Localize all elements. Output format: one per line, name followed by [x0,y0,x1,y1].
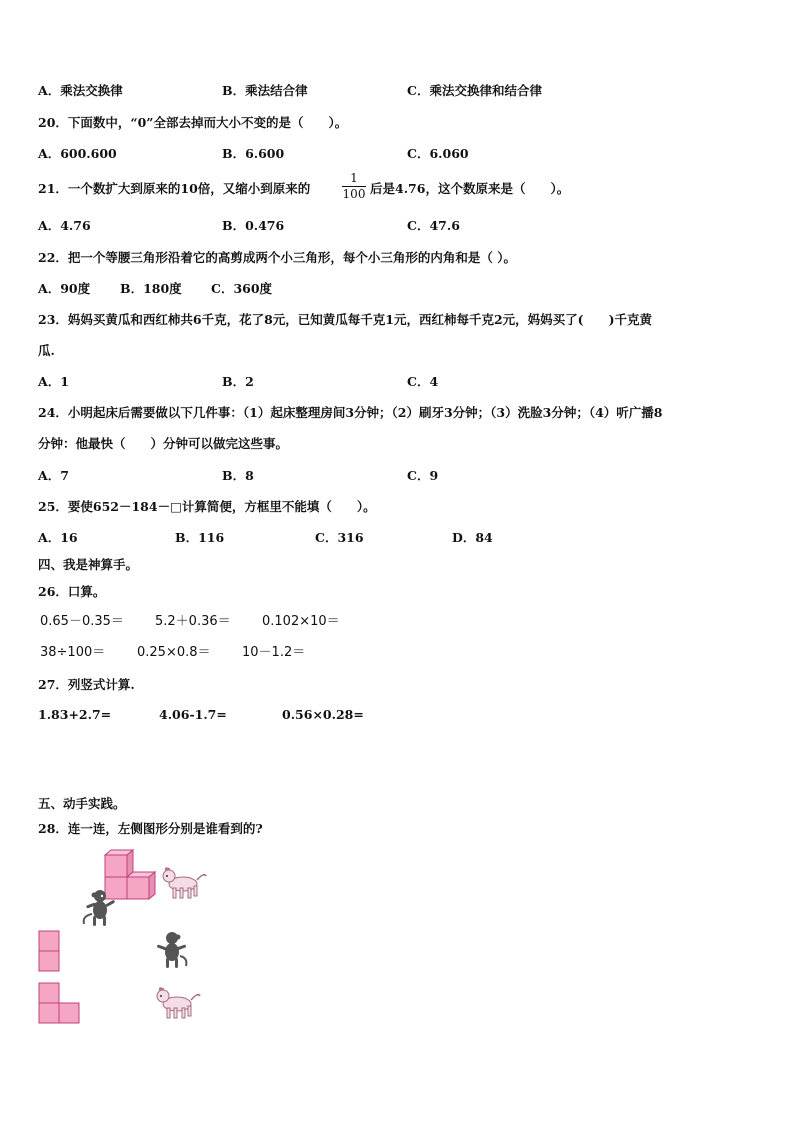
q25-stem: 25．要使652－184－□计算简便，方框里不能填（ ）。 [38,499,376,514]
q20-option-c: C．6.060 [407,146,469,161]
q24-option-a: A．7 [38,468,69,483]
section-4-title: 四、我是神算手。 [38,557,139,572]
q20-option-b: B．6.600 [222,146,285,161]
q21-option-c: C．47.6 [407,218,460,233]
q21-stem-a: 21．一个数扩大到原来的10倍，又缩小到原来的 [38,181,311,196]
q27-item-2: 4.06-1.7= [159,707,227,722]
q27-item-3: 0.56×0.28= [282,707,364,722]
q23-stem-line2: 瓜. [38,343,55,358]
q21-fraction [342,172,366,201]
q25-option-b: B．116 [175,530,225,545]
q26-item-6: 10－1.2＝ [242,645,306,660]
dog-icon [158,866,208,902]
view-figure-l-shape [38,982,84,1026]
q24-stem-line2: 分钟：他最快（ ）分钟可以做完这些事。 [38,436,289,451]
q25-option-a: A．16 [38,530,78,545]
q22-option-c: C．360度 [211,281,273,296]
q25-option-c: C．316 [315,530,364,545]
q22-option-a: A．90度 [38,281,91,296]
q25-option-d: D．84 [452,530,493,545]
dog-icon-option [152,986,202,1022]
q26-item-4: 38÷100＝ [40,645,106,660]
q27-item-1: 1.83+2.7= [38,707,112,722]
q26-item-2: 5.2＋0.36＝ [155,614,231,629]
q19-option-a: A．乘法交换律 [38,83,123,98]
q28-title: 28．连一连，左侧图形分别是谁看到的? [38,821,263,836]
view-figure-vertical [38,930,62,974]
q19-option-b: B．乘法结合律 [222,83,308,98]
q19-option-c: C．乘法交换律和结合律 [407,83,542,98]
q23-option-c: C．4 [407,374,439,389]
monkey-icon [78,888,118,928]
q21-stem-b: 后是4.76，这个数原来是（ ）。 [370,181,570,196]
q24-option-b: B．8 [222,468,254,483]
q23-option-a: A．1 [38,374,69,389]
monkey-icon-option [152,930,192,970]
q22-option-b: B．180度 [120,281,182,296]
q24-stem-line1: 24．小明起床后需要做以下几件事：（1）起床整理房间3分钟；（2）刷牙3分钟；（3）洗脸3分钟；（4）听广播8 [38,405,663,420]
q27-title: 27．列竖式计算. [38,677,135,692]
q26-item-3: 0.102×10＝ [262,614,340,629]
fraction-denominator: 100 [342,187,366,201]
q23-stem-line1: 23．妈妈买黄瓜和西红柿共6千克，花了8元，已知黄瓜每千克1元，西红柿每千克2元，妈妈买了( )千克黄 [38,312,653,327]
q21-option-a: A．4.76 [38,218,91,233]
q21-option-b: B．0.476 [222,218,285,233]
q26-title: 26．口算。 [38,584,106,599]
fraction-numerator: 1 [350,171,358,185]
q26-item-1: 0.65－0.35＝ [40,614,124,629]
q23-option-b: B．2 [222,374,254,389]
q20-stem: 20．下面数中，“0”全部去掉而大小不变的是（ ）。 [38,115,348,130]
section-5-title: 五、动手实践。 [38,796,126,811]
q26-item-5: 0.25×0.8＝ [137,645,211,660]
q22-stem: 22．把一个等腰三角形沿着它的高剪成两个小三角形，每个小三角形的内角和是（ ）。 [38,250,516,265]
q20-option-a: A．600.600 [38,146,117,161]
q24-option-c: C．9 [407,468,439,483]
